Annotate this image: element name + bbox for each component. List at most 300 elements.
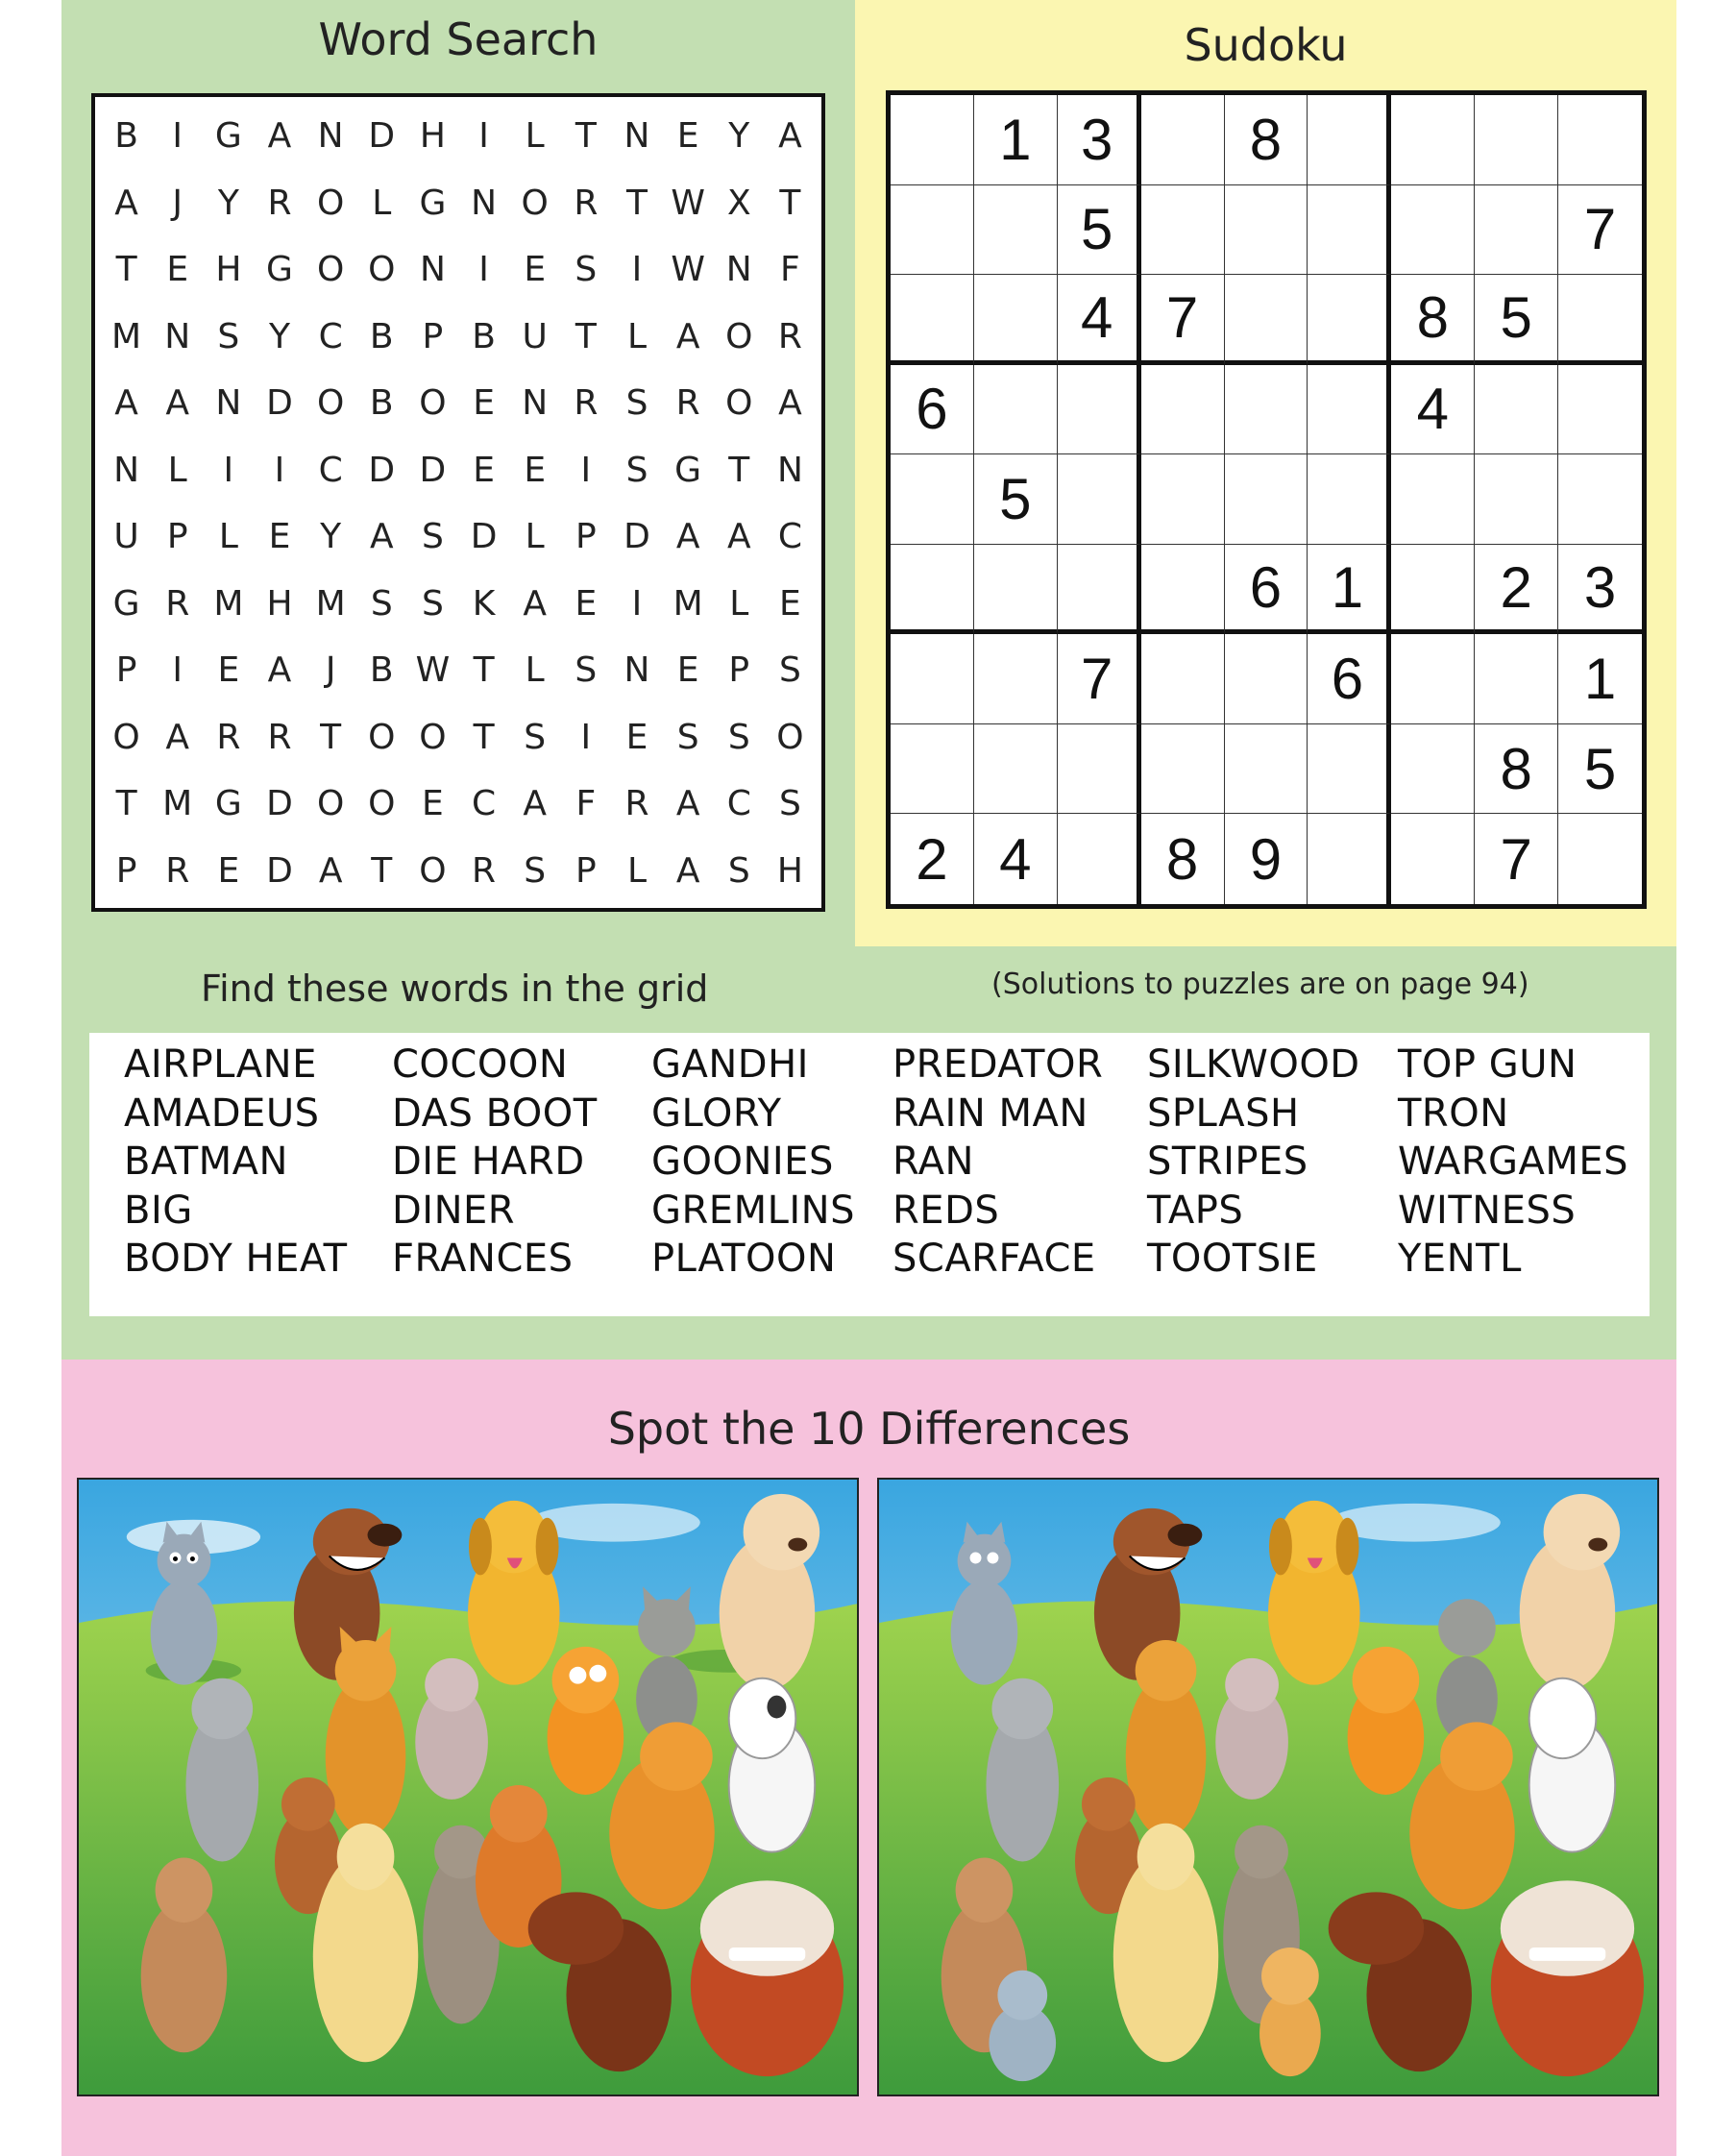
word-item: AIRPLANE [124,1042,317,1087]
sudoku-grid [886,90,1647,909]
sudoku-cell[interactable] [974,634,1058,724]
sudoku-cell[interactable] [1058,814,1141,904]
sudoku-cell[interactable] [891,545,974,635]
word-search-letter: L [525,650,545,691]
word-search-letter: N [471,183,498,223]
word-search-letter: Y [320,517,342,557]
word-search-letter: I [274,450,285,490]
word-search-letter: G [214,116,242,157]
word-item: RAN [892,1139,974,1184]
word-search-letter: R [165,850,190,891]
word-item: TOP GUN [1398,1042,1577,1087]
word-search-letter: L [525,517,545,557]
word-item: BODY HEAT [124,1237,348,1281]
word-search-letter: E [625,717,648,757]
word-search-letter: M [162,784,193,824]
word-search-letter: M [315,583,346,624]
spot-differences-title: Spot the 10 Differences [607,1403,1131,1455]
word-search-letter: T [115,784,137,824]
word-item: WARGAMES [1398,1139,1629,1184]
word-search-letter: N [113,450,140,490]
sudoku-cell[interactable] [891,454,974,545]
word-search-letter: E [524,250,547,290]
word-search-letter: O [419,383,447,424]
word-search-letter: A [267,116,292,157]
sudoku-cell[interactable] [891,95,974,185]
word-search-letter: L [525,116,545,157]
sudoku-cell[interactable] [1058,454,1141,545]
word-item: GANDHI [651,1042,809,1087]
sudoku-cell[interactable]: 1 [1558,634,1642,724]
yellow-dog [1268,1501,1360,1685]
sudoku-cell[interactable]: 6 [891,365,974,455]
sudoku-cell[interactable] [1225,724,1308,815]
word-search-letter: S [575,650,598,691]
sudoku-cell[interactable] [1141,724,1225,815]
word-search-letter: L [372,183,392,223]
word-search-letter: S [524,717,547,757]
word-search-letter: M [111,316,142,356]
sudoku-cell[interactable] [1308,275,1391,365]
sudoku-cell[interactable] [1141,634,1225,724]
sudoku-cell[interactable] [1558,275,1642,365]
word-column [1147,1041,1360,1284]
word-search-letter: R [574,183,599,223]
word-search-letter: C [777,517,802,557]
word-search-letter: O [316,784,345,824]
word-search-letter: T [473,717,495,757]
word-search-letter: S [676,717,699,757]
word-search-letter: G [214,784,242,824]
word-item: FRANCES [392,1237,574,1281]
sudoku-cell[interactable] [1308,724,1391,815]
word-item: RAIN MAN [892,1090,1088,1136]
word-item: YENTL [1398,1237,1522,1281]
word-search-letter: O [419,717,447,757]
word-search-letter: P [575,850,597,891]
word-search-letter: T [575,116,597,157]
word-search-letter: E [676,650,699,691]
word-item: TOOTSIE [1147,1237,1318,1281]
word-search-letter: R [675,383,700,424]
sudoku-cell[interactable] [1558,814,1642,904]
word-search-letter: R [165,583,190,624]
word-search-letter: B [369,383,394,424]
word-search-letter: T [320,717,342,757]
sudoku-cell[interactable] [1058,724,1141,815]
word-search-letter: L [729,583,749,624]
sudoku-cell[interactable]: 2 [1475,545,1558,635]
sudoku-cell[interactable] [1141,185,1225,276]
sudoku-cell[interactable] [974,724,1058,815]
sudoku-cell[interactable]: 8 [1475,724,1558,815]
word-search-letter: C [318,316,343,356]
sudoku-cell[interactable] [1475,185,1558,276]
sudoku-cell[interactable]: 8 [1141,814,1225,904]
word-search-letter: E [217,650,240,691]
word-search-letter: S [524,850,547,891]
sudoku-cell[interactable] [1058,365,1141,455]
word-search-letter: T [625,183,648,223]
word-search-letter: C [471,784,497,824]
cartoon-pets-illustration [79,1480,857,2095]
word-search-letter: A [726,517,751,557]
sudoku-cell[interactable] [1558,454,1642,545]
sudoku-cell[interactable]: 9 [1225,814,1308,904]
word-search-letter: L [167,450,187,490]
sudoku-cell[interactable] [891,724,974,815]
word-search-letter: O [316,383,345,424]
word-item: BIG [124,1188,193,1233]
word-search-letter: G [419,183,447,223]
word-search-letter: P [575,517,597,557]
word-search-letter: J [325,650,336,691]
word-item: TRON [1398,1090,1509,1136]
sudoku-cell[interactable]: 5 [1558,724,1642,815]
word-column [651,1041,855,1284]
word-search-letter: L [626,316,648,356]
word-item: AMADEUS [124,1090,320,1136]
sudoku-cell[interactable] [1225,275,1308,365]
word-search-letter: X [726,183,751,223]
word-search-letter: G [266,250,293,290]
word-column [1398,1041,1628,1284]
word-search-letter: Y [728,116,750,157]
word-search-letter: L [218,517,238,557]
sudoku-cell[interactable]: 2 [891,814,974,904]
sudoku-cell[interactable] [1225,185,1308,276]
word-search-letter: E [524,450,547,490]
orange-cat [548,1647,624,1795]
sudoku-cell[interactable] [1391,545,1475,635]
bulldog [1491,1880,1644,2076]
word-search-letter: A [675,784,700,824]
gray-cat-left [185,1678,258,1862]
solutions-note: (Solutions to puzzles are on page 94) [991,968,1529,1001]
word-search-letter: N [522,383,549,424]
word-search-letter: N [317,116,344,157]
word-search-letter: N [776,450,803,490]
word-search-letter: E [676,116,699,157]
word-search-letter: S [421,583,444,624]
word-column [392,1041,598,1284]
word-search-letter: N [215,383,242,424]
word-search-letter: I [580,450,592,490]
sudoku-cell[interactable]: 3 [1558,545,1642,635]
word-search-letter: W [415,650,451,691]
spot-differences-panel [61,1360,1676,2156]
word-item: DINER [392,1188,516,1233]
word-item: WITNESS [1398,1188,1577,1233]
word-search-letter: R [777,316,802,356]
word-search-letter: R [574,383,599,424]
word-list-box [89,1033,1650,1316]
word-search-letter: B [369,650,394,691]
sudoku-cell[interactable]: 1 [1308,545,1391,635]
sudoku-cell[interactable] [1308,185,1391,276]
word-search-letter: B [114,116,138,157]
word-search-letter: S [217,316,240,356]
word-search-letter: P [422,316,444,356]
sudoku-cell[interactable]: 7 [1558,185,1642,276]
word-search-letter: N [164,316,191,356]
word-item: COCOON [392,1042,569,1087]
word-item: GREMLINS [651,1188,855,1233]
sudoku-cell[interactable] [1391,454,1475,545]
word-search-letter: A [267,650,292,691]
word-search-letter: I [223,450,234,490]
sudoku-cell[interactable]: 3 [1058,95,1141,185]
cartoon-scene-left [77,1478,859,2096]
sudoku-cell[interactable] [974,275,1058,365]
sudoku-cell[interactable] [1475,634,1558,724]
word-search-letter: T [728,450,750,490]
sudoku-cell[interactable] [891,185,974,276]
word-search-letter: A [675,316,700,356]
word-search-letter: T [371,850,393,891]
word-search-letter: A [369,517,394,557]
word-search-letter: R [624,784,649,824]
word-list-title: Find these words in the grid [201,968,709,1010]
sudoku-cell[interactable] [1225,454,1308,545]
word-search-letter: I [478,116,489,157]
word-search-letter: B [369,316,394,356]
word-search-letter: P [166,517,188,557]
word-search-letter: O [776,717,804,757]
cartoon-scene-right [877,1478,1659,2096]
word-search-letter: S [727,717,750,757]
word-search-letter: I [478,250,489,290]
pink-gray-cat [415,1658,488,1800]
sudoku-cell[interactable] [1391,724,1475,815]
word-item: GLORY [651,1090,782,1136]
sudoku-panel [855,0,1676,946]
word-search-letter: I [631,250,643,290]
sudoku-cell[interactable] [1475,454,1558,545]
word-search-letter: H [419,116,446,157]
word-search-letter: E [473,383,495,424]
word-search-letter: I [172,116,183,157]
word-search-letter: P [115,650,137,691]
word-search-letter: T [473,650,495,691]
word-search-letter: P [728,650,750,691]
word-search-letter: D [368,450,396,490]
sudoku-cell[interactable]: 6 [1225,545,1308,635]
orange-cat [1348,1647,1425,1795]
word-search-letter: A [165,383,190,424]
word-search-letter: G [674,450,702,490]
sudoku-cell[interactable] [891,275,974,365]
word-search-letter: G [112,583,140,624]
word-search-letter: Y [268,316,290,356]
word-search-letter: S [778,784,801,824]
word-search-letter: U [522,316,548,356]
sudoku-title: Sudoku [1184,19,1348,71]
orange-tabby-cat [1126,1640,1207,1838]
sudoku-cell[interactable] [1391,185,1475,276]
word-search-letter: L [626,850,648,891]
word-search-letter: A [318,850,343,891]
word-search-letter: B [472,316,496,356]
word-search-letter: T [779,183,801,223]
word-search-letter: S [625,383,648,424]
sudoku-cell[interactable] [891,634,974,724]
word-search-letter: M [213,583,244,624]
sudoku-cell[interactable] [974,185,1058,276]
word-search-letter: I [580,717,592,757]
sudoku-cell[interactable] [1391,814,1475,904]
word-column [892,1041,1103,1284]
sudoku-cell[interactable] [974,365,1058,455]
word-search-letter: S [370,583,393,624]
word-item: DIE HARD [392,1139,585,1184]
sudoku-cell[interactable] [1308,95,1391,185]
word-search-letter: H [266,583,293,624]
sudoku-cell[interactable] [1141,454,1225,545]
word-search-letter: C [318,450,343,490]
word-search-letter: N [419,250,446,290]
word-search-letter: A [778,383,802,424]
word-search-letter: U [113,517,139,557]
sudoku-cell[interactable]: 8 [1225,95,1308,185]
word-search-letter: A [675,850,700,891]
word-search-letter: R [216,717,241,757]
word-search-letter: I [172,650,183,691]
word-search-letter: J [172,183,183,223]
yellow-dog [468,1501,560,1685]
word-search-letter: E [422,784,444,824]
word-search-letter: O [368,717,396,757]
sudoku-cell[interactable] [1391,634,1475,724]
word-search-letter: W [671,183,705,223]
sudoku-cell[interactable]: 1 [974,95,1058,185]
pink-gray-cat [1215,1658,1288,1800]
sudoku-cell[interactable] [1391,95,1475,185]
word-search-letter: S [727,850,750,891]
sudoku-cell[interactable] [1225,634,1308,724]
sudoku-cell[interactable]: 5 [1475,275,1558,365]
word-search-letter: P [115,850,137,891]
word-search-letter: T [575,316,597,356]
word-search-letter: N [623,650,650,691]
word-search-letter: A [778,116,802,157]
word-search-letter: K [472,583,496,624]
word-search-letter: N [623,116,650,157]
word-search-letter: D [419,450,447,490]
sudoku-cell[interactable]: 8 [1391,275,1475,365]
word-search-letter: A [114,183,138,223]
sudoku-cell[interactable]: 7 [1058,634,1141,724]
word-item: TAPS [1147,1188,1244,1233]
sudoku-cell[interactable] [1308,365,1391,455]
word-search-letter: A [114,383,138,424]
word-search-letter: O [316,183,345,223]
sudoku-cell[interactable]: 4 [1058,275,1141,365]
word-item: PLATOON [651,1237,837,1281]
sudoku-cell[interactable] [1141,365,1225,455]
word-search-letter: D [623,517,650,557]
small-tan-puppy [1259,1948,1321,2076]
word-search-letter: A [675,517,700,557]
sudoku-cell[interactable] [1475,95,1558,185]
word-search-letter: D [266,850,293,891]
cartoon-pets-illustration [879,1480,1657,2095]
sudoku-cell[interactable]: 4 [1391,365,1475,455]
word-search-letter: E [779,583,801,624]
word-search-letter: C [726,784,751,824]
word-item: SCARFACE [892,1237,1096,1281]
word-search-letter: H [215,250,242,290]
word-item: REDS [892,1188,1000,1233]
sudoku-cell[interactable] [1475,365,1558,455]
word-search-letter: O [112,717,140,757]
word-search-letter: M [672,583,703,624]
word-search-letter: D [266,383,293,424]
sudoku-cell[interactable]: 5 [1058,185,1141,276]
sudoku-cell[interactable] [1141,545,1225,635]
word-search-letter: E [217,850,240,891]
word-search-letter: O [316,250,345,290]
sudoku-cell[interactable]: 7 [1141,275,1225,365]
sudoku-cell[interactable]: 5 [974,454,1058,545]
word-item: DAS BOOT [392,1090,598,1136]
word-search-letter: I [631,583,643,624]
word-item: BATMAN [124,1139,288,1184]
sudoku-cell[interactable] [974,545,1058,635]
word-search-letter: T [115,250,137,290]
word-item: PREDATOR [892,1042,1104,1087]
word-search-letter: D [470,517,498,557]
small-blue-kitten [989,1971,1056,2081]
sudoku-cell[interactable]: 6 [1308,634,1391,724]
sudoku-cell[interactable] [1308,454,1391,545]
word-search-letter: R [267,183,292,223]
word-item: STRIPES [1147,1139,1308,1184]
sudoku-cell[interactable] [1141,95,1225,185]
word-search-letter: E [166,250,189,290]
bulldog [691,1880,844,2076]
word-item: SPLASH [1147,1090,1300,1136]
word-search-letter: W [671,250,705,290]
word-search-grid [91,93,825,912]
word-search-panel [61,0,855,946]
word-list-panel [61,946,1676,1360]
word-search-letter: R [267,717,292,757]
word-search-letter: N [725,250,752,290]
sudoku-cell[interactable] [1225,365,1308,455]
sudoku-cell[interactable]: 7 [1475,814,1558,904]
word-search-letter: A [523,784,548,824]
sudoku-cell[interactable] [1308,814,1391,904]
word-search-letter: E [268,517,291,557]
word-search-letter: O [368,250,396,290]
sudoku-cell[interactable] [1058,545,1141,635]
word-search-letter: E [575,583,598,624]
word-search-letter: D [266,784,293,824]
word-search-letter: O [725,316,753,356]
word-search-letter: Y [217,183,239,223]
word-search-letter: R [472,850,497,891]
word-search-letter: S [625,450,648,490]
sudoku-cell[interactable] [1558,365,1642,455]
gray-cat-sleepy [1436,1599,1498,1742]
word-search-letter: F [780,250,800,290]
word-search-letter: D [368,116,396,157]
sudoku-cell[interactable] [1558,95,1642,185]
word-item: GOONIES [651,1139,834,1184]
word-search-letter: F [575,784,597,824]
sudoku-cell[interactable]: 4 [974,814,1058,904]
